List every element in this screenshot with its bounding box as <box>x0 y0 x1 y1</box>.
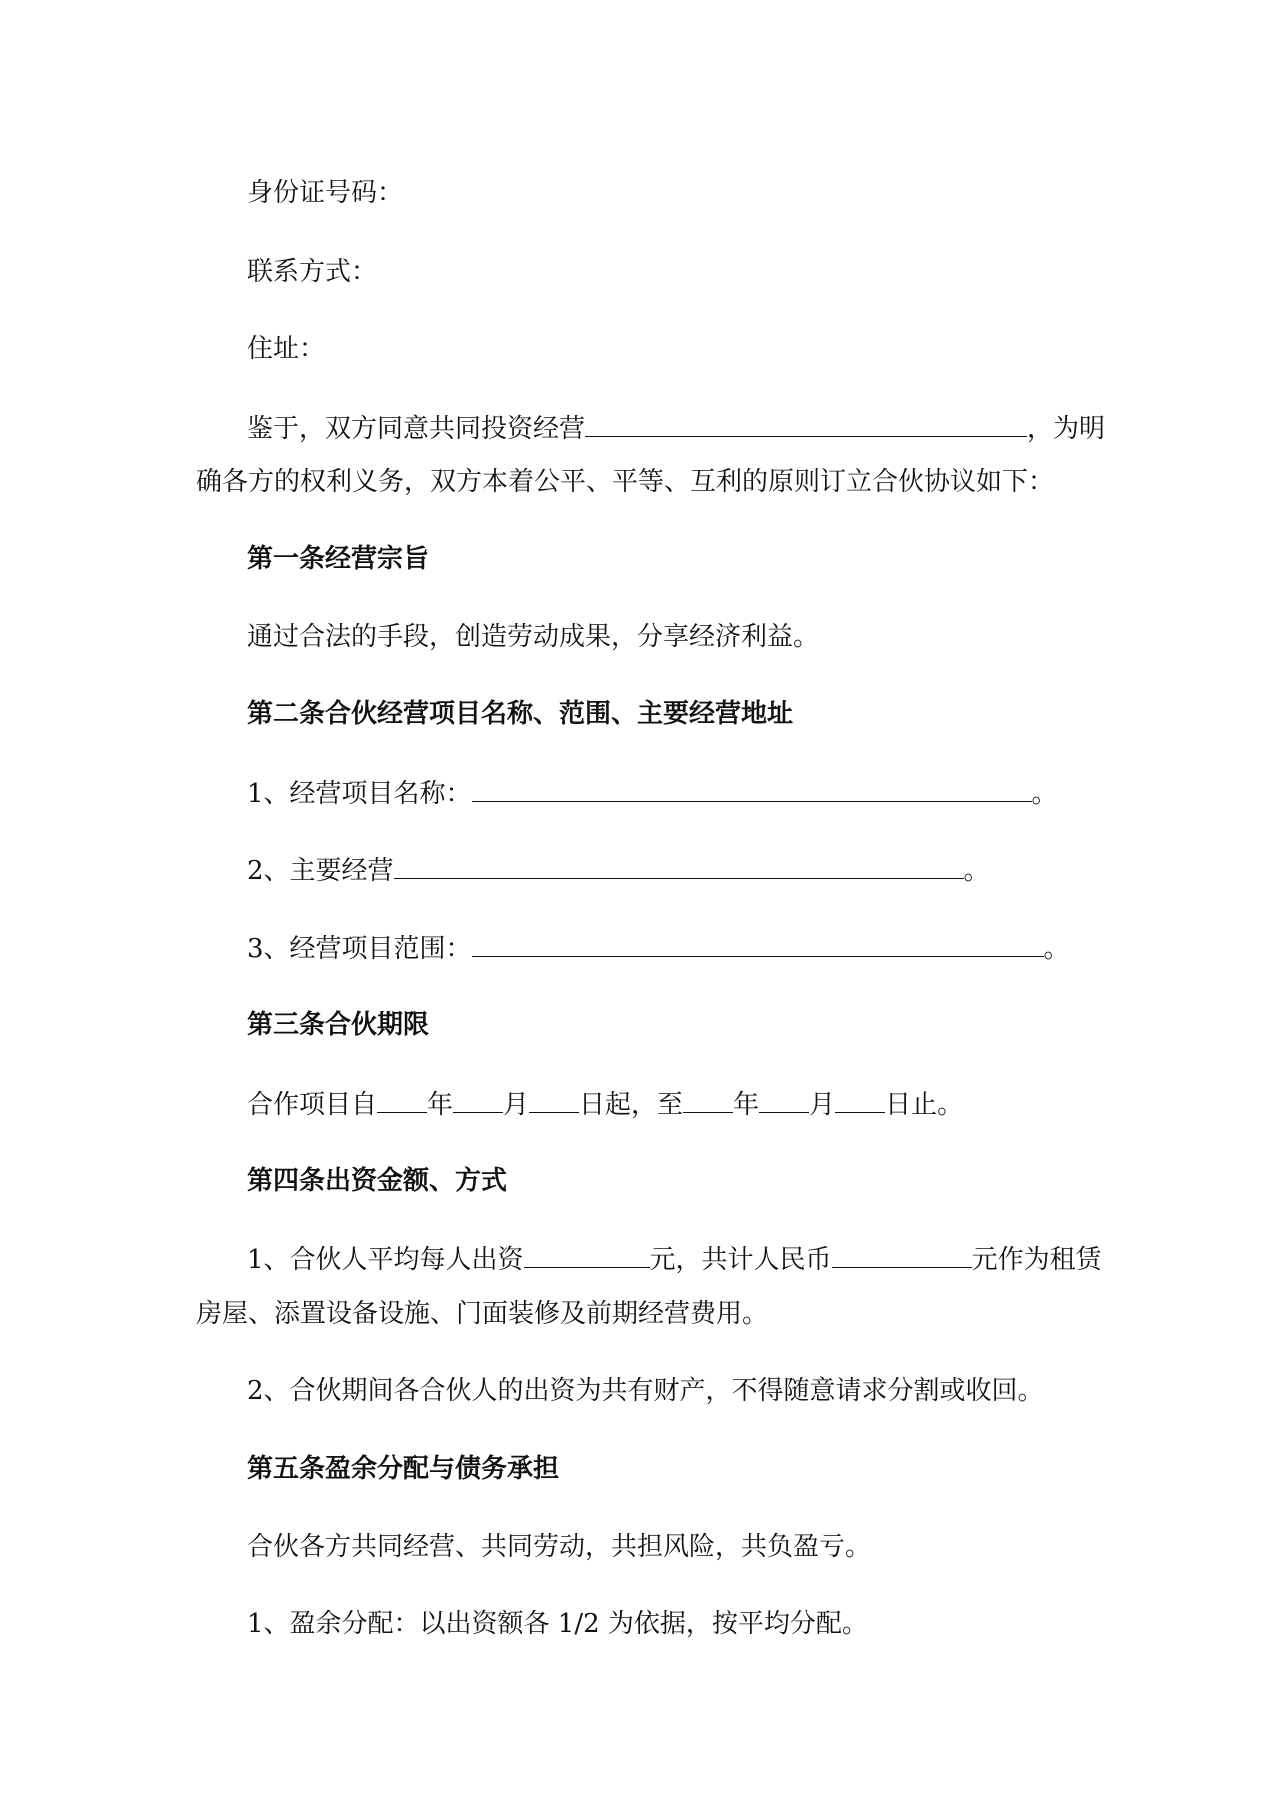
whereas-text-part2: ，为明 <box>1027 414 1106 444</box>
total-amount-blank[interactable] <box>832 1241 972 1268</box>
contribution-item-2-text: 2、合伙期间各合伙人的出资为共有财产，不得随意请求分割或收回。 <box>247 1376 1044 1406</box>
project-scope-label: 3、经营项目范围： <box>247 934 472 964</box>
start-month-blank[interactable] <box>453 1086 503 1113</box>
address-line <box>247 332 325 366</box>
article-4-item-1-line-1 <box>247 1241 1102 1277</box>
project-name-label: 1、经营项目名称： <box>247 779 472 809</box>
start-year-blank[interactable] <box>377 1086 427 1113</box>
whereas-line-1 <box>247 410 1105 446</box>
contact-label: 联系方式： <box>247 257 378 287</box>
end-year-blank[interactable] <box>683 1086 733 1113</box>
start-day-blank[interactable] <box>529 1086 579 1113</box>
whereas-text-line2: 确各方的权利义务，双方本着公平、平等、互利的原则订立合伙协议如下： <box>196 467 1055 497</box>
article-4-item-1-line-2 <box>196 1297 768 1331</box>
main-business-blank[interactable] <box>394 852 964 879</box>
term-text-2: 年 <box>427 1090 454 1120</box>
period-mark: 。 <box>963 856 990 886</box>
article-3-title <box>247 1008 429 1042</box>
article-5-heading: 第五条盈余分配与债务承担 <box>247 1454 560 1484</box>
contribution-text-3: 元作为租赁 <box>971 1245 1102 1275</box>
period-mark: 。 <box>1043 934 1070 964</box>
business-name-blank[interactable] <box>585 410 1027 437</box>
article-5-item-1 <box>247 1607 868 1641</box>
article-1-title <box>247 542 429 576</box>
project-scope-blank[interactable] <box>472 930 1044 957</box>
contribution-text-2: 元，共计人民币 <box>649 1245 832 1275</box>
end-month-blank[interactable] <box>759 1086 809 1113</box>
address-label: 住址： <box>247 334 326 364</box>
article-5-title <box>247 1452 559 1486</box>
end-day-blank[interactable] <box>835 1086 885 1113</box>
period-mark: 。 <box>1031 779 1058 809</box>
article-2-heading: 第二条合伙经营项目名称、范围、主要经营地址 <box>247 699 794 729</box>
main-business-label: 2、主要经营 <box>247 856 394 886</box>
whereas-line-2 <box>196 465 1054 499</box>
term-text-4: 日起，至 <box>579 1090 684 1120</box>
article-4-heading: 第四条出资金额、方式 <box>247 1166 508 1196</box>
per-person-amount-blank[interactable] <box>524 1241 650 1268</box>
project-name-blank[interactable] <box>472 775 1032 802</box>
article-1-text: 通过合法的手段，创造劳动成果，分享经济利益。 <box>247 622 820 652</box>
id-number-label: 身份证号码： <box>247 178 404 208</box>
term-text-1: 合作项目自 <box>247 1090 378 1120</box>
article-3-heading: 第三条合伙期限 <box>247 1010 430 1040</box>
term-text-6: 月 <box>809 1090 836 1120</box>
article-4-item-2 <box>247 1374 1044 1408</box>
term-text-5: 年 <box>733 1090 760 1120</box>
contribution-text-1: 1、合伙人平均每人出资 <box>247 1245 524 1275</box>
article-1-body <box>247 620 819 654</box>
article-4-title <box>247 1164 507 1198</box>
term-text-7: 日止。 <box>885 1090 964 1120</box>
article-5-text: 合伙各方共同经营、共同劳动，共担风险，共负盈亏。 <box>247 1532 872 1562</box>
article-2-title <box>247 697 793 731</box>
article-1-heading: 第一条经营宗旨 <box>247 544 430 574</box>
id-number-line <box>247 176 403 210</box>
contact-line <box>247 255 377 289</box>
article-3-body <box>247 1086 963 1122</box>
profit-distribution-text: 1、盈余分配：以出资额各 1/2 为依据，按平均分配。 <box>247 1609 868 1639</box>
article-5-body <box>247 1530 871 1564</box>
term-text-3: 月 <box>503 1090 530 1120</box>
article-2-item-3 <box>247 930 1070 966</box>
article-2-item-1 <box>247 775 1058 811</box>
contribution-text-line2: 房屋、添置设备设施、门面装修及前期经营费用。 <box>196 1299 769 1329</box>
article-2-item-2 <box>247 852 990 888</box>
whereas-text-part1: 鉴于，双方同意共同投资经营 <box>247 414 586 444</box>
